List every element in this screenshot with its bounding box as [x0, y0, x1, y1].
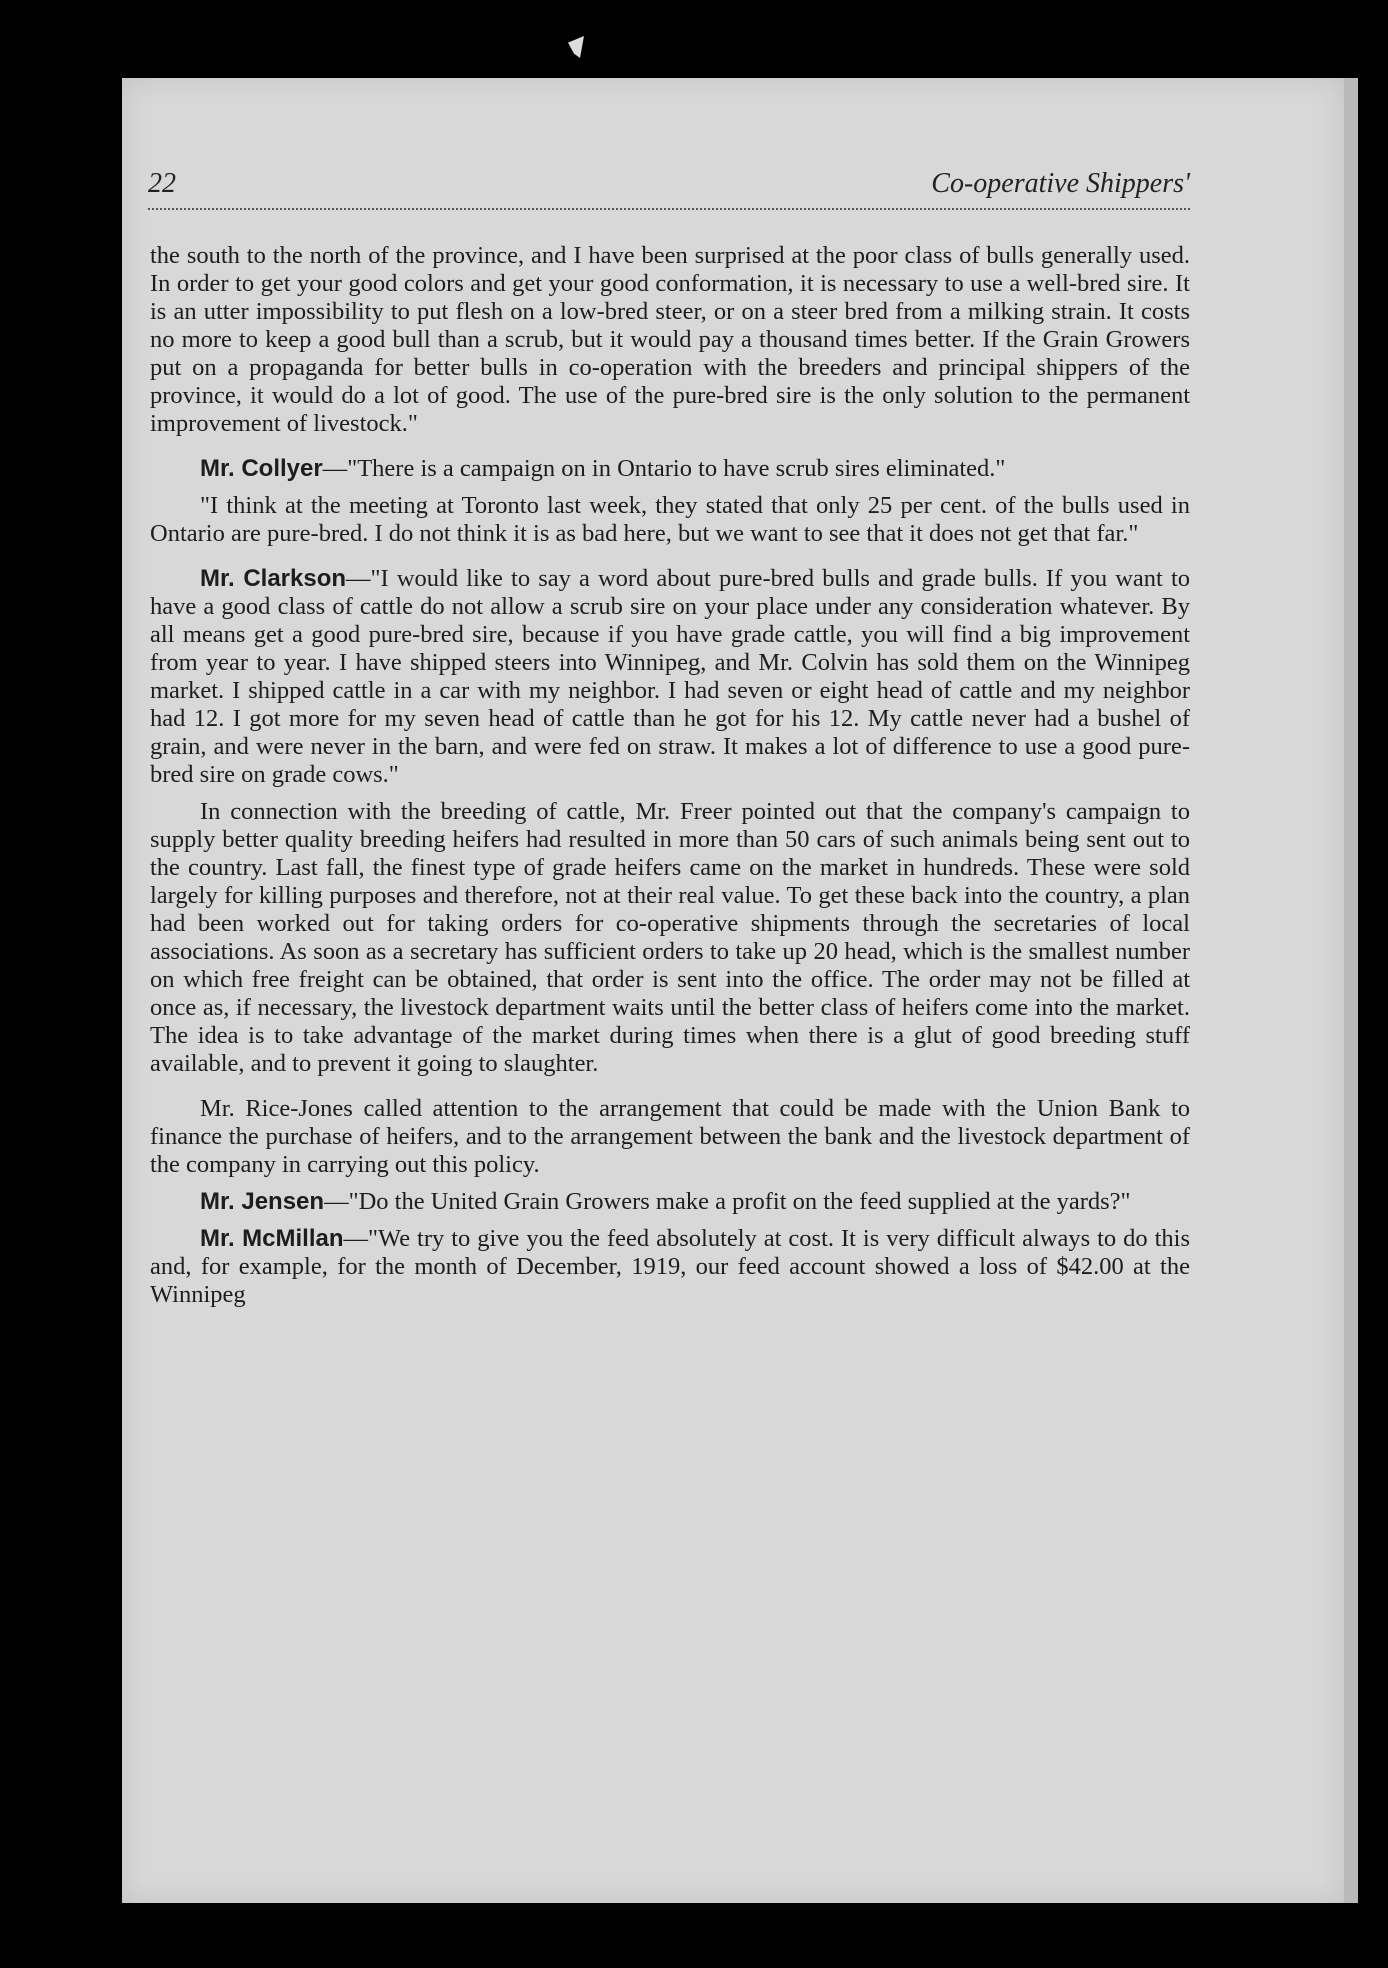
- paragraph-freer: [150, 798, 1190, 1078]
- page-edge: [1344, 78, 1358, 1903]
- paragraph-text: —"There is a campaign on in Ontario to have scrub sires eliminated.": [322, 455, 1006, 482]
- running-title: Co-operative Shippers': [931, 168, 1190, 199]
- page-number: 22: [148, 168, 176, 199]
- paragraph-text: Mr. Rice-Jones called attention to the arrangement that could be made with the Union Bank to finance the purchase of heifers, and to the arrangement between the bank and the livestock department of the company in carrying out this policy.: [150, 1095, 1190, 1178]
- paragraph-jensen: [150, 1188, 1190, 1216]
- paragraph-collyer: [150, 455, 1190, 483]
- paragraph-text: —"Do the United Grain Growers make a profit on the feed supplied at the yards?": [324, 1188, 1131, 1215]
- paragraph-toronto: [150, 492, 1190, 548]
- scan-artifact: [566, 36, 586, 58]
- paragraph-text: the south to the north of the province, and I have been surprised at the poor class of bulls generally used. In order to get your good colors and get your good conformation, it is necessary to use a well-bred sire. It is an utter impossibility to put flesh on a low-bred steer, or on a steer bred from a milking strain. It costs no more to keep a good bull than a scrub, but it would pay a thousand times better. If the Grain Growers put on a propaganda for better bulls in co-operation with the breeders and principal shippers of the province, it would do a lot of good. The use of the pure-bred sire is the only solution to the permanent improvement of livestock.": [150, 242, 1190, 437]
- paragraph-rice-jones: [150, 1095, 1190, 1179]
- speaker-name: Mr. Jensen: [200, 1188, 325, 1215]
- paragraph-text: In connection with the breeding of cattle, Mr. Freer pointed out that the company's campaign to supply better quality breeding heifers had resulted in more than 50 cars of such animals being sent out to the country. Last fall, the finest type of grade heifers came on the market in hundreds. These were sold largely for killing purposes and therefore, not at their real value. To get these back into the country, a plan had been worked out for taking orders for co-operative shipments through the secretaries of local associations. As soon as a secretary has sufficient orders to take up 20 head, which is the smallest number on which free freight can be obtained, that order is sent into the office. The order may not be filled at once as, if necessary, the livestock department waits until the better class of heifers come into the market. The idea is to take advantage of the market during times when there is a glut of good breeding stuff available, and to prevent it going to slaughter.: [150, 798, 1190, 1077]
- paragraph-clarkson: [150, 565, 1190, 789]
- paragraph-text: —"We try to give you the feed absolutely at cost. It is very difficult always to do this and, for example, for the month of December, 1919, our feed account showed a loss of $42.00 at the Winnipeg: [150, 1225, 1191, 1308]
- speaker-name: Mr. McMillan: [200, 1225, 344, 1252]
- running-header: [148, 168, 1190, 210]
- speaker-name: Mr. Clarkson: [200, 565, 347, 592]
- paragraph-text: "I think at the meeting at Toronto last week, they stated that only 25 per cent. of the bulls used in Ontario are pure-bred. I do not think it is as bad here, but we want to see that it does not get that far.": [150, 492, 1190, 547]
- speaker-name: Mr. Collyer: [200, 455, 323, 482]
- paragraph-continuation: [150, 242, 1190, 438]
- body-text: [150, 242, 1190, 1309]
- paragraph-mcmillan: [150, 1225, 1190, 1309]
- paragraph-text: —"I would like to say a word about pure-bred bulls and grade bulls. If you want to have a good class of cattle do not allow a scrub sire on your place under any consideration whatever. By all means get a good pure-bred sire, because if you have grade cattle, you will find a big improvement from year to year. I have shipped steers into Winnipeg, and Mr. Colvin has sold them on the Winnipeg market. I shipped cattle in a car with my neighbor. I had seven or eight head of cattle and my neighbor had 12. I got more for my seven head of cattle than he got for his 12. My cattle never had a bushel of grain, and were never in the barn, and were fed on straw. It makes a lot of difference to use a good pure-bred sire on grade cows.": [150, 565, 1191, 788]
